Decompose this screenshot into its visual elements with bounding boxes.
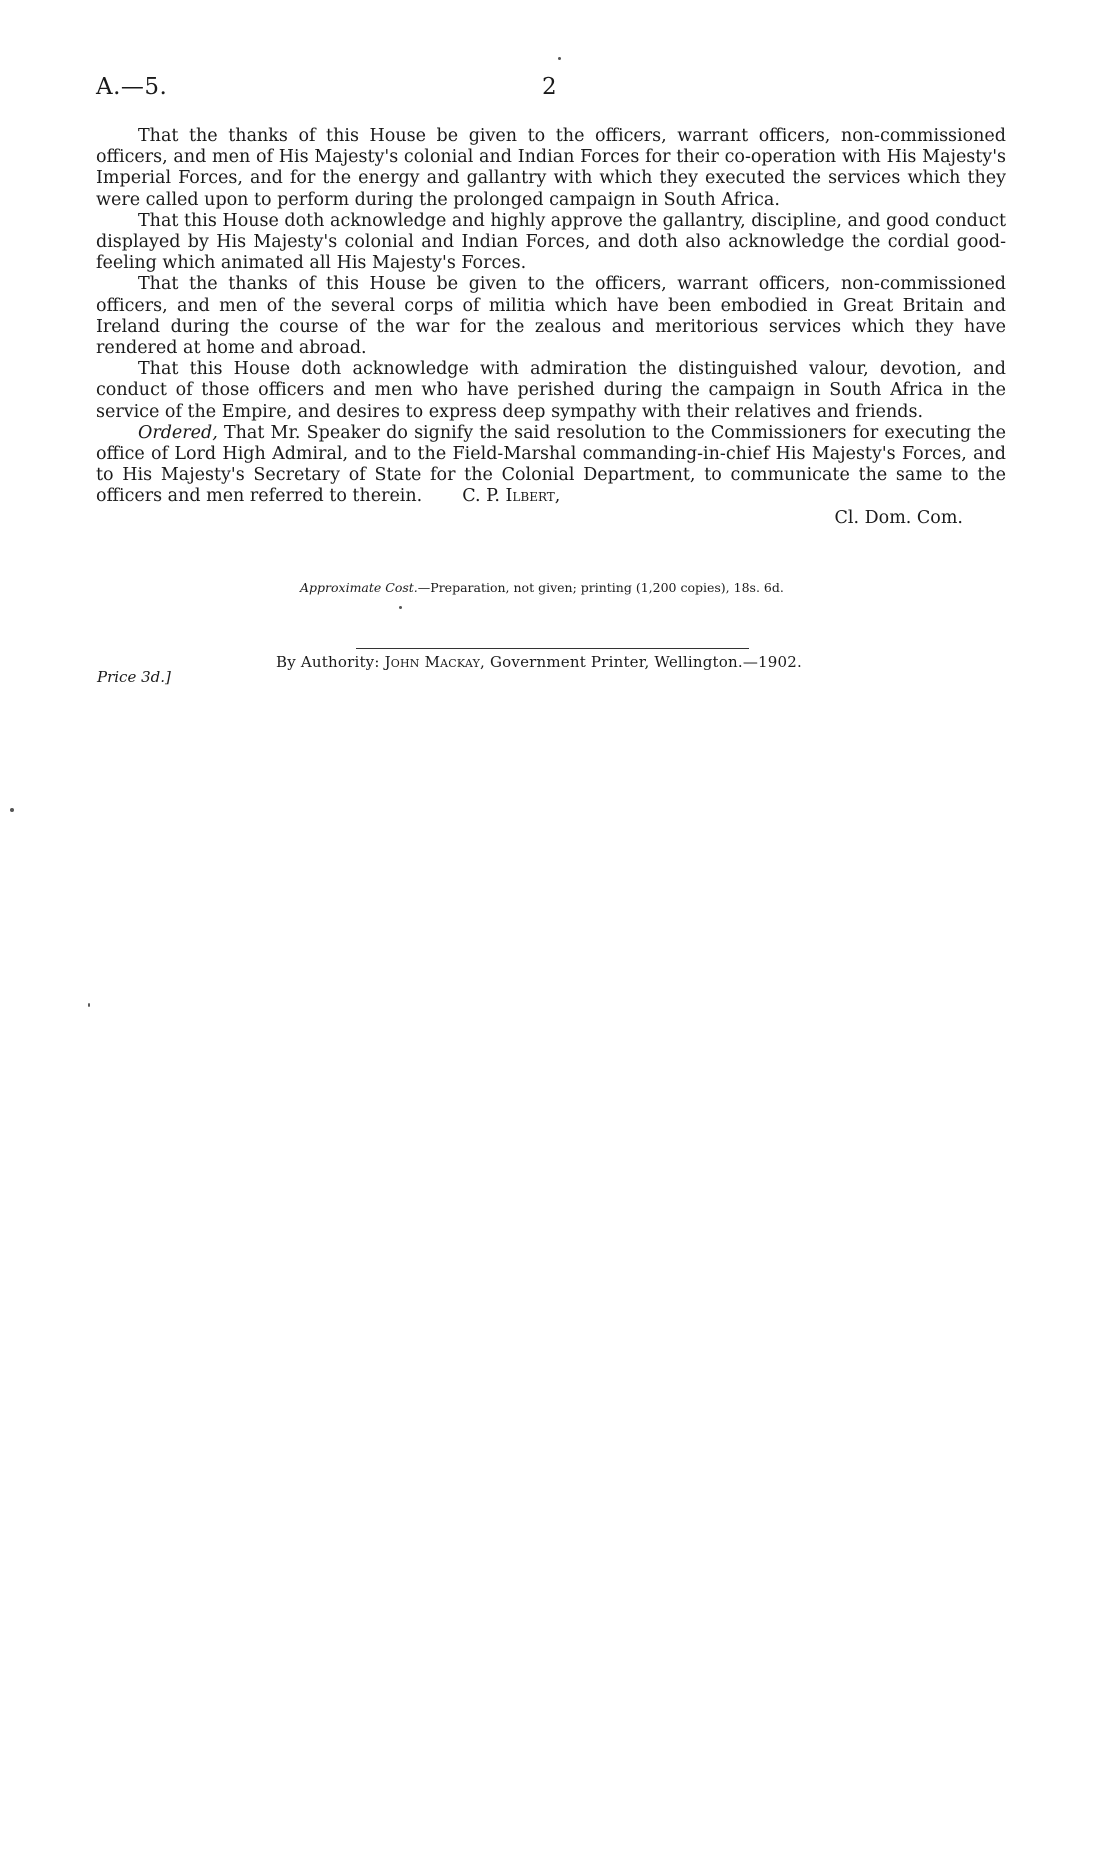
paper-speck bbox=[558, 57, 561, 60]
printer-imprint bbox=[276, 653, 802, 671]
paragraph-sympathy: That this House doth acknowledge with admiration the distinguished valour, devotion, and conduct of those officers and men who have perished during the campaign in South Africa in the service of the Empire, and desires to express deep sympathy with their relatives and friends. bbox=[96, 359, 1006, 422]
signatory-title: Cl. Dom. Com. bbox=[834, 507, 963, 528]
paper-speck bbox=[88, 1003, 90, 1007]
paragraph-ordered bbox=[96, 423, 1006, 508]
paper-speck bbox=[399, 606, 402, 609]
document-reference: A.—5. bbox=[96, 74, 168, 100]
paragraph-approve-conduct: That this House doth acknowledge and highly approve the gallantry, discipline, and good conduct displayed by His Majesty's colonial and Indian Forces, and doth also acknowledge the cordial good-feeling which animated all His Majesty's Forces. bbox=[96, 210, 1006, 274]
cost-text: —Preparation, not given; printing (1,200 copies), 18s. 6d. bbox=[417, 580, 784, 595]
approximate-cost-note bbox=[300, 580, 784, 595]
imprint-suffix: , Government Printer, Wellington.—1902. bbox=[480, 653, 802, 671]
price-note: Price 3d.] bbox=[97, 668, 171, 686]
imprint-prefix: By Authority: bbox=[276, 653, 385, 671]
page-number: 2 bbox=[542, 74, 557, 100]
ordered-text: That Mr. Speaker do signify the said resolution to the Commissioners for executing the office of Lord High Admiral, and to the Field-Marshal commanding-in-chief His Majesty's Forces, and to His Majesty's Secretary of State for the Colonial Department, to communicate the same to the officers and men referred to therein. bbox=[96, 422, 1006, 507]
cost-label: Approximate Cost. bbox=[300, 580, 418, 595]
imprint-printer: John Mackay bbox=[384, 653, 481, 671]
signatory-name: C. P. Ilbert, bbox=[462, 486, 561, 507]
ordered-label: Ordered, bbox=[138, 422, 218, 443]
paper-speck bbox=[10, 808, 14, 812]
imprint-rule bbox=[356, 648, 749, 649]
resolution-text bbox=[96, 126, 1006, 529]
paragraph-thanks-militia: That the thanks of this House be given to the officers, warrant officers, non-commissioned officers, and men of the several corps of militia which have been embodied in Great Britain and Ireland during the course of the war for the zealous and meritorious services which they have rendered at home and abroad. bbox=[96, 274, 1006, 359]
paragraph-thanks-colonial: That the thanks of this House be given to the officers, warrant officers, non-commissioned officers, and men of His Majesty's colonial and Indian Forces for their co-operation with His Majesty's Imperial Forces, and for the energy and gallantry with which they executed the services which they were called upon to perform during the prolonged campaign in South Africa. bbox=[96, 126, 1006, 210]
